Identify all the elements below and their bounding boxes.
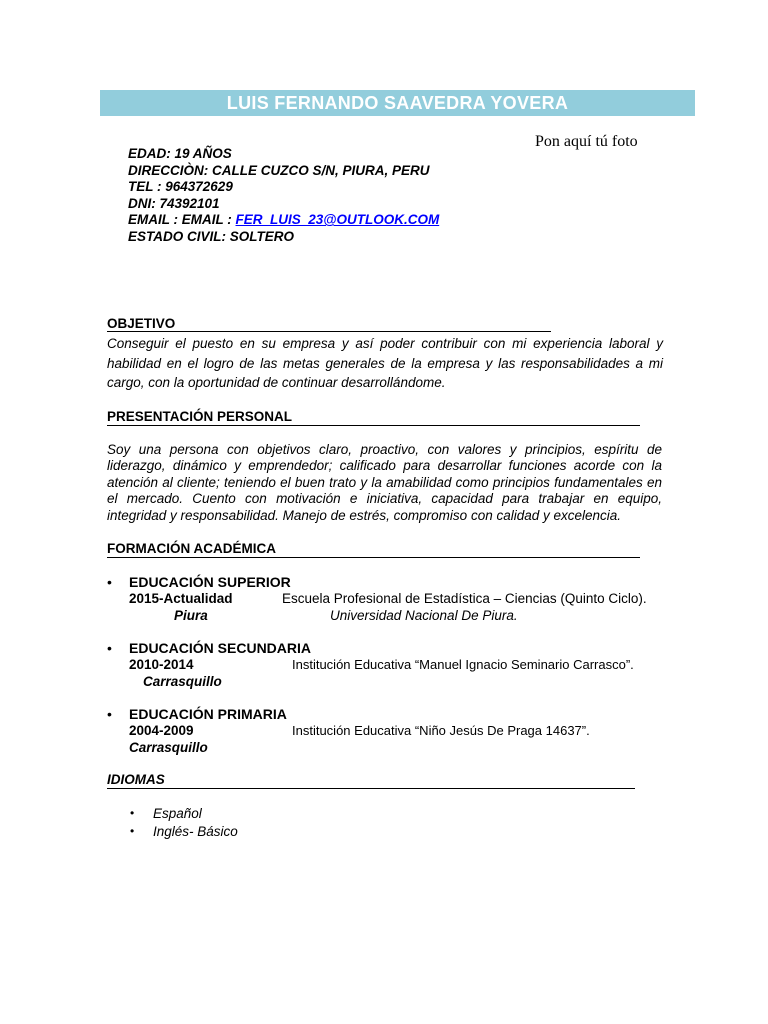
personal-info (128, 146, 439, 245)
idioma-item: Inglés- Básico (153, 824, 238, 839)
phone: TEL : 964372629 (128, 179, 233, 194)
bullet-icon: • (107, 640, 112, 656)
edu-superior-title: EDUCACIÓN SUPERIOR (129, 574, 291, 590)
edu-secundaria-title: EDUCACIÓN SECUNDARIA (129, 640, 312, 656)
edu-secundaria-place: Carrasquillo (143, 674, 222, 689)
bullet-icon: • (107, 574, 112, 590)
edu-secundaria-school: Institución Educativa “Manuel Ignacio Seminario Carrasco”. (292, 657, 634, 672)
photo-placeholder: Pon aquí tú foto (535, 133, 638, 150)
idiomas-heading: IDIOMAS (107, 772, 165, 787)
address: DIRECCIÒN: CALLE CUZCO S/N, PIURA, PERU (128, 162, 430, 178)
email-label: EMAIL : EMAIL : (128, 212, 236, 227)
bullet-icon: • (130, 806, 135, 820)
edu-superior-university: Universidad Nacional De Piura. (330, 608, 518, 623)
edu-superior-school: Escuela Profesional de Estadística – Ciencias (Quinto Ciclo). (282, 591, 647, 606)
bullet-icon: • (130, 824, 135, 838)
name-banner (100, 90, 695, 116)
idiomas-rule (107, 788, 635, 789)
idioma-item: Español (153, 806, 202, 821)
edu-secundaria-years: 2010-2014 (129, 657, 194, 672)
edu-superior-years: 2015-Actualidad (129, 591, 233, 606)
formacion-rule (107, 557, 640, 558)
email-link[interactable]: FER_LUIS_23@OUTLOOK.COM (235, 212, 440, 227)
presentacion-text: Soy una persona con objetivos claro, proactivo, con valores y principios, espíritu de liderazgo, dinámico y emprendedor; calificado para desarrollar funciones acorde con la atención al cliente; teniendo el buen trato y la amabilidad como principios fundamentales en el mercado. Cuento con motivación e iniciativa, capacidad para trabajar en equipo, integridad y responsabilidad. Manejo de estrés, compromiso con calidad y excelencia. (107, 442, 662, 523)
edu-primaria-title: EDUCACIÓN PRIMARIA (129, 706, 287, 722)
age: EDAD: 19 AÑOS (128, 146, 232, 161)
email-row (128, 212, 439, 229)
edu-primaria-place: Carrasquillo (129, 740, 208, 755)
presentacion-heading: PRESENTACIÓN PERSONAL (107, 409, 293, 424)
candidate-name: LUIS FERNANDO SAAVEDRA YOVERA (226, 93, 569, 113)
objetivo-heading: OBJETIVO (107, 316, 176, 331)
marital-status: ESTADO CIVIL: SOLTERO (128, 228, 295, 244)
objetivo-rule (107, 331, 551, 332)
formacion-heading: FORMACIÓN ACADÉMICA (107, 541, 276, 556)
objetivo-text: Conseguir el puesto en su empresa y así poder contribuir con mi experiencia laboral y habilidad en el logro de las metas generales de la empresa y las responsabilidades a mi cargo, con la oportunidad de continuar desarrollándome. (107, 336, 663, 390)
edu-primaria-school: Institución Educativa “Niño Jesús De Praga 14637”. (292, 723, 590, 738)
edu-primaria-years: 2004-2009 (129, 723, 194, 738)
bullet-icon: • (107, 706, 112, 722)
edu-superior-place: Piura (174, 608, 208, 623)
presentacion-rule (107, 425, 640, 426)
dni: DNI: 74392101 (128, 195, 220, 211)
